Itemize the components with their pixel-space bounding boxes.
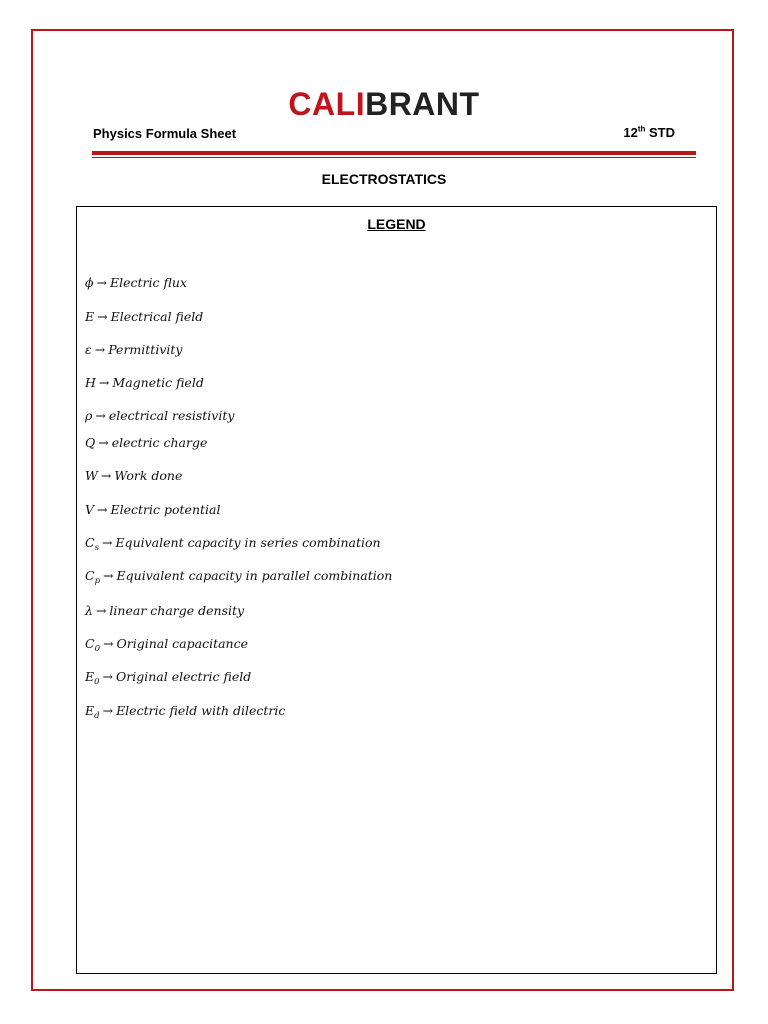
legend-symbol: ρ [85, 408, 93, 423]
arrow-icon: → [103, 636, 114, 651]
legend-symbol-subscript: 0 [94, 644, 100, 654]
arrow-icon: → [95, 408, 106, 423]
legend-item [85, 408, 234, 424]
legend-description: Equivalent capacity in series combination [115, 535, 381, 550]
legend-item [85, 342, 182, 358]
legend-box [76, 206, 717, 974]
brand-logo-part-2: BRANT [365, 86, 480, 122]
arrow-icon: → [98, 375, 110, 390]
legend-description: Electric potential [110, 502, 221, 517]
legend-description: electrical resistivity [108, 408, 235, 423]
legend-symbol-subscript: d [94, 711, 100, 721]
legend-symbol: λ [85, 603, 93, 618]
arrow-icon: → [100, 468, 112, 483]
legend-symbol: E [85, 309, 95, 324]
legend-item [85, 636, 248, 652]
arrow-icon: → [98, 435, 109, 450]
legend-symbol: H [85, 375, 96, 390]
legend-item [85, 603, 244, 619]
legend-symbol: ϕ [85, 275, 94, 290]
legend-symbol-subscript: p [94, 576, 101, 586]
legend-heading: LEGEND [367, 216, 426, 232]
grade-label [623, 124, 675, 142]
legend-symbol: V [85, 502, 95, 517]
legend-item [85, 375, 204, 391]
legend-description: Electrical field [110, 309, 204, 324]
legend-description: Magnetic field [112, 375, 204, 390]
legend-item [85, 703, 285, 719]
legend-symbol: Q [85, 435, 96, 450]
section-title: ELECTROSTATICS [321, 171, 447, 187]
legend-description: electric charge [111, 435, 208, 450]
arrow-icon: → [96, 275, 108, 290]
header-divider-thick [92, 151, 696, 155]
arrow-icon: → [97, 502, 108, 517]
legend-description: Original electric field [116, 669, 252, 684]
grade-number: 12 [623, 125, 638, 140]
arrow-icon: → [94, 342, 106, 357]
legend-item [85, 275, 187, 291]
legend-description: Electric field with dilectric [116, 703, 286, 718]
legend-description: Equivalent capacity in parallel combination [116, 568, 393, 583]
arrow-icon: → [97, 309, 108, 324]
legend-item [85, 568, 392, 584]
arrow-icon: → [95, 603, 107, 618]
grade-suffix: th [637, 124, 646, 134]
brand-logo [0, 84, 768, 124]
legend-item [85, 468, 182, 484]
legend-description: Electric flux [110, 275, 187, 290]
legend-description: Work done [114, 468, 183, 483]
legend-symbol: E [85, 669, 95, 684]
brand-logo-part-1: CALI [288, 86, 366, 122]
legend-symbol: W [85, 468, 98, 483]
header-divider-thin [92, 157, 696, 158]
legend-symbol: C [85, 636, 95, 651]
legend-symbol-subscript: 0 [94, 677, 100, 687]
arrow-icon: → [101, 535, 113, 550]
legend-symbol: ε [85, 342, 92, 357]
grade-std: STD [649, 125, 675, 140]
legend-description: Permittivity [108, 342, 183, 357]
legend-description: linear charge density [109, 603, 245, 618]
arrow-icon: → [102, 669, 114, 684]
legend-item [85, 669, 251, 685]
legend-description: Original capacitance [116, 636, 249, 651]
legend-symbol: C [85, 535, 95, 550]
legend-symbol: E [85, 703, 95, 718]
legend-item [85, 535, 381, 551]
legend-item [85, 502, 220, 518]
document-subtitle: Physics Formula Sheet [93, 126, 237, 141]
legend-symbol: C [85, 568, 95, 583]
arrow-icon: → [103, 568, 114, 583]
legend-item [85, 309, 203, 325]
legend-item [85, 435, 207, 451]
arrow-icon: → [102, 703, 114, 718]
legend-symbol-subscript: s [94, 543, 99, 553]
